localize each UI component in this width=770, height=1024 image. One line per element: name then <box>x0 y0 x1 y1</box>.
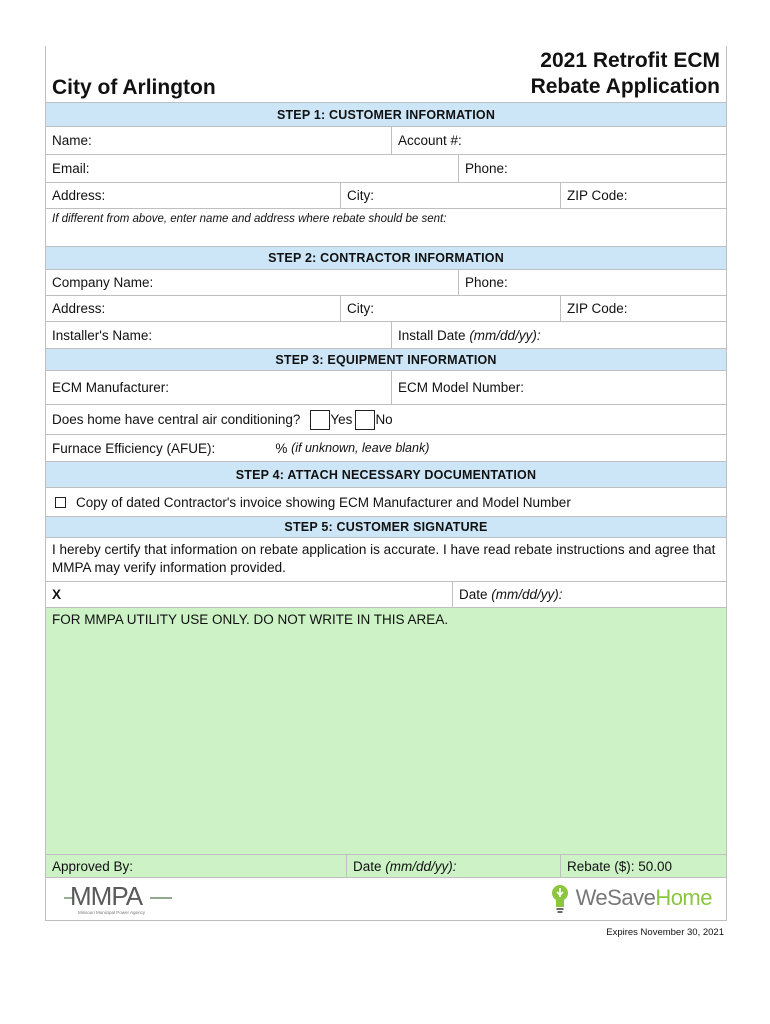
customer-email-label: Email: <box>52 161 90 176</box>
form-title <box>531 48 720 100</box>
signature-field[interactable] <box>46 582 452 607</box>
approved-by-field <box>46 855 346 877</box>
alternate-address-note: If different from above, enter name and address where rebate should be sent: <box>52 213 447 225</box>
contractor-address-row <box>46 296 726 322</box>
central-air-no-checkbox[interactable] <box>355 410 375 430</box>
footer-logos <box>46 878 726 921</box>
contractor-city-field[interactable] <box>340 296 560 321</box>
signature-x: X <box>52 587 62 602</box>
installer-name-label: Installer's Name: <box>52 327 153 343</box>
customer-name-label: Name: <box>52 133 92 148</box>
wesavehome-logo <box>550 883 712 913</box>
central-air-question <box>46 405 726 434</box>
step2-heading: STEP 2: CONTRACTOR INFORMATION <box>46 247 726 270</box>
step1-heading: STEP 1: CUSTOMER INFORMATION <box>46 103 726 127</box>
contractor-address-field[interactable] <box>46 296 340 321</box>
home-text: Home <box>655 885 712 910</box>
central-air-label: Does home have central air conditioning? <box>52 412 301 427</box>
install-date-label: Install Date <box>398 327 466 343</box>
ecm-manufacturer-label: ECM Manufacturer: <box>52 380 170 395</box>
afue-row[interactable] <box>46 435 726 462</box>
ecm-manufacturer-field[interactable] <box>46 371 391 404</box>
rebate-form <box>45 46 727 921</box>
customer-city-field[interactable] <box>340 183 560 208</box>
customer-name-field[interactable] <box>46 127 391 154</box>
customer-phone-field[interactable] <box>458 155 726 182</box>
step4-heading: STEP 4: ATTACH NECESSARY DOCUMENTATION <box>46 462 726 488</box>
company-name-label: Company Name: <box>52 275 154 290</box>
ecm-model-field[interactable] <box>391 371 726 404</box>
installer-name-field[interactable] <box>46 322 391 348</box>
install-date-format: (mm/dd/yy): <box>469 327 541 343</box>
form-title-line1: 2021 Retrofit ECM <box>540 49 720 72</box>
contractor-zip-field[interactable] <box>560 296 726 321</box>
approved-by-label: Approved By: <box>52 858 134 874</box>
afue-field[interactable] <box>46 435 726 461</box>
customer-phone-label: Phone: <box>465 161 508 176</box>
signature-date-field[interactable] <box>452 582 726 607</box>
invoice-row <box>46 488 726 517</box>
contractor-zip-label: ZIP Code: <box>567 301 628 316</box>
central-air-yes-checkbox[interactable] <box>310 410 330 430</box>
customer-zip-field[interactable] <box>560 183 726 208</box>
company-row <box>46 270 726 296</box>
step3-heading: STEP 3: EQUIPMENT INFORMATION <box>46 349 726 371</box>
company-name-field[interactable] <box>46 270 458 295</box>
afue-note: (if unknown, leave blank) <box>291 441 430 455</box>
contractor-address-label: Address: <box>52 301 106 316</box>
central-air-yes-label: Yes <box>330 412 353 427</box>
ecm-row <box>46 371 726 405</box>
central-air-no-label: No <box>375 412 393 427</box>
form-header <box>46 46 726 103</box>
invoice-item <box>46 488 726 516</box>
svg-text:MMPA: MMPA <box>70 881 143 911</box>
rebate-amount-label: Rebate ($): 50.00 <box>567 858 673 874</box>
customer-city-label: City: <box>347 188 374 203</box>
city-name: City of Arlington <box>52 76 216 99</box>
customer-zip-label: ZIP Code: <box>567 188 628 203</box>
account-number-label: Account #: <box>398 133 462 148</box>
lightbulb-icon <box>550 883 570 913</box>
installer-row <box>46 322 726 349</box>
install-date-field[interactable] <box>391 322 726 348</box>
invoice-label: Copy of dated Contractor's invoice showing ECM Manufacturer and Model Number <box>76 494 571 510</box>
afue-label: Furnace Efficiency (AFUE): <box>52 440 216 456</box>
wesave-text: WeSave <box>575 885 656 910</box>
customer-name-row <box>46 127 726 155</box>
certify-row <box>46 538 726 582</box>
form-title-line2: Rebate Application <box>530 75 720 98</box>
customer-address-field[interactable] <box>46 183 340 208</box>
rebate-amount <box>560 855 726 877</box>
contractor-phone-field[interactable] <box>458 270 726 295</box>
step5-heading: STEP 5: CUSTOMER SIGNATURE <box>46 517 726 538</box>
signature-date-label: Date <box>459 587 488 602</box>
afue-unit: % <box>275 440 288 456</box>
invoice-checkbox[interactable] <box>55 497 66 508</box>
customer-email-field[interactable] <box>46 155 458 182</box>
central-air-row <box>46 405 726 435</box>
approval-date-label: Date <box>353 858 382 874</box>
mmpa-logo <box>64 881 174 922</box>
contractor-city-label: City: <box>347 301 374 316</box>
expiration-date: Expires November 30, 2021 <box>606 927 724 938</box>
customer-email-row <box>46 155 726 183</box>
customer-address-label: Address: <box>52 188 106 203</box>
approval-date-format: (mm/dd/yy): <box>385 858 457 874</box>
account-number-field[interactable] <box>391 127 726 154</box>
signature-row <box>46 582 726 608</box>
signature-date-format: (mm/dd/yy): <box>491 587 563 602</box>
customer-address-row <box>46 183 726 209</box>
ecm-model-label: ECM Model Number: <box>398 380 525 395</box>
certify-statement: I hereby certify that information on rebate application is accurate. I have read rebate instructions and agree that MMPA may verify information provided. <box>52 542 716 575</box>
alternate-address-row[interactable] <box>46 209 726 247</box>
contractor-phone-label: Phone: <box>465 275 508 290</box>
approval-date-field <box>346 855 560 877</box>
approval-row <box>46 855 726 878</box>
utility-use-area <box>46 608 726 855</box>
mmpa-subtitle: Missouri Municipal Power Agency <box>78 910 146 915</box>
utility-notice: FOR MMPA UTILITY USE ONLY. DO NOT WRITE IN THIS AREA. <box>52 612 449 627</box>
